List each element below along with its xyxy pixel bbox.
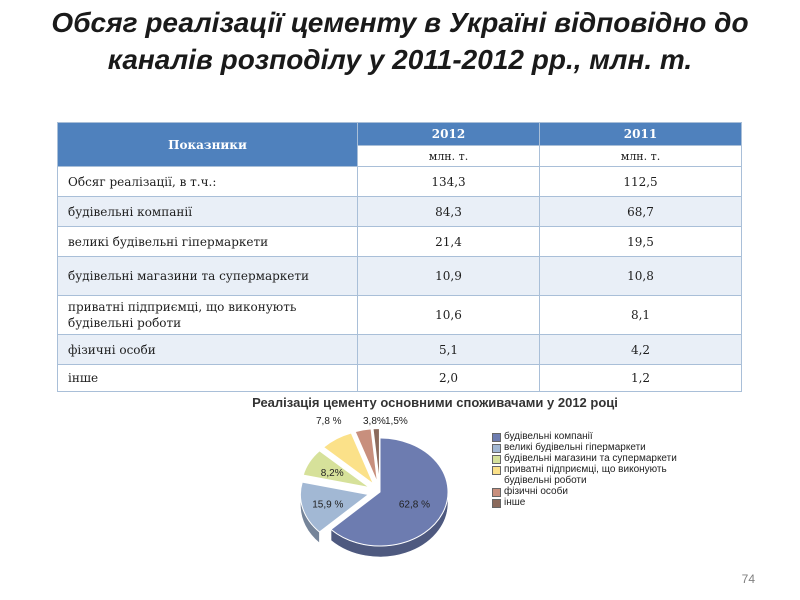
chart-title: Реалізація цементу основними споживачами у 2012 році [252,395,618,410]
legend-label: приватні підприємці, що виконують будівельні роботи [504,464,667,486]
legend-swatch [492,499,501,508]
pie-data-label: 3,8% [363,416,386,427]
row-value-2011: 112,5 [540,167,742,197]
table-row [58,257,742,296]
legend-item [492,431,702,442]
pie-data-label: 8,2% [320,467,344,479]
row-label: інше [58,365,358,392]
pie-chart [280,410,480,575]
table-row [58,197,742,227]
legend-label: великі будівельні гіпермаркети [504,442,646,453]
legend-swatch [492,433,501,442]
row-value-2012: 21,4 [358,227,540,257]
table-row [58,335,742,365]
pie-data-label: 62,8 % [398,499,430,511]
legend-label: будівельні магазини та супермаркети [504,453,677,464]
row-value-2012: 84,3 [358,197,540,227]
header-year-2012: 2012 [358,123,540,146]
legend-swatch [492,455,501,464]
row-label: будівельні магазини та супермаркети [58,257,358,296]
pie-data-label: 1,5% [385,416,408,427]
sales-table [57,122,742,392]
row-value-2011: 1,2 [540,365,742,392]
row-value-2011: 8,1 [540,296,742,335]
unit-2011: млн. т. [540,146,742,167]
row-value-2012: 10,9 [358,257,540,296]
header-year-2011: 2011 [540,123,742,146]
slide-title: Обсяг реалізації цементу в Україні відповідно до каналів розподілу у 2011-2012 рр., млн. т. [51,7,749,75]
header-indicators: Показники [58,123,358,167]
row-value-2011: 10,8 [540,257,742,296]
table-row [58,296,742,335]
row-label: фізичні особи [58,335,358,365]
legend-label: інше [504,497,526,508]
legend-item [492,453,702,464]
legend-label: будівельні компанії [504,431,593,442]
legend-item [492,442,702,453]
row-label: приватні підприємці, що виконують будівельні роботи [58,296,358,335]
table-row [58,227,742,257]
row-value-2012: 2,0 [358,365,540,392]
row-value-2011: 19,5 [540,227,742,257]
table-header-row [58,123,742,146]
row-value-2011: 4,2 [540,335,742,365]
legend-swatch [492,488,501,497]
table-row [58,365,742,392]
row-label: великі будівельні гіпермаркети [58,227,358,257]
row-label: будівельні компанії [58,197,358,227]
legend-item [492,497,702,508]
legend-item [492,464,702,486]
row-value-2012: 5,1 [358,335,540,365]
legend-swatch [492,444,501,453]
legend-label: фізичні особи [504,486,568,497]
pie-data-label: 7,8 % [316,416,342,427]
row-label: Обсяг реалізації, в т.ч.: [58,167,358,197]
row-value-2012: 10,6 [358,296,540,335]
unit-2012: млн. т. [358,146,540,167]
page-number: 74 [741,572,755,586]
legend-item [492,486,702,497]
row-value-2012: 134,3 [358,167,540,197]
table-row [58,167,742,197]
pie-data-label: 15,9 % [312,499,344,511]
legend-swatch [492,466,501,475]
row-value-2011: 68,7 [540,197,742,227]
chart-legend [492,431,702,508]
